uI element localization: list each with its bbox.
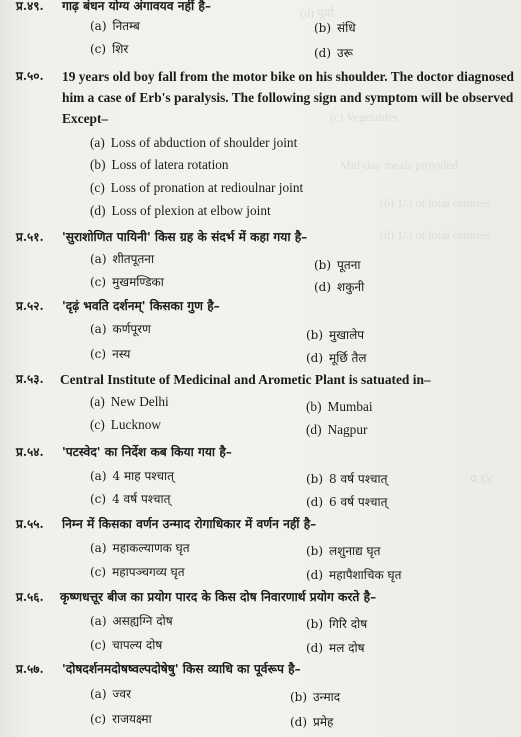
question-number: प्र.४९. bbox=[16, 0, 44, 13]
question-number: प्र.५७. bbox=[16, 662, 44, 676]
bleed-through-text: प्र.६४ bbox=[470, 472, 493, 486]
option-a: (a) Loss of abduction of shoulder joint bbox=[90, 135, 298, 150]
bleed-through-text: (c) Vegetables bbox=[330, 110, 399, 124]
option-c: (c) मुखमण्डिका bbox=[90, 275, 164, 289]
option-a: (a) महाकल्याणक घृत bbox=[90, 541, 190, 555]
option-a: (a) ज्वर bbox=[90, 687, 131, 701]
option-c: (c) Loss of pronation at redioulnar joint bbox=[90, 180, 304, 195]
option-c: (c) शिर bbox=[90, 42, 129, 56]
option-d: (d) शकुनी bbox=[314, 280, 365, 294]
question-number: प्र.५०. bbox=[16, 69, 44, 83]
option-b: (b) उन्माद bbox=[290, 690, 341, 704]
option-c: (c) Lucknow bbox=[90, 417, 161, 432]
question-number: प्र.५२. bbox=[16, 299, 44, 313]
option-b: (b) Mumbai bbox=[306, 399, 373, 414]
option-a: (a) असह्यग्नि दोष bbox=[90, 614, 173, 628]
question-text: 'सुराशोणित पायिनी' किस ग्रह के संदर्भ में कहा गया है– bbox=[62, 230, 308, 244]
question-text: 'पटस्वेद' का निर्देश कब किया गया है– bbox=[62, 445, 232, 459]
question-text: कृष्णधत्तूर बीज का प्रयोग पारद के किस दोष निवारणार्थ प्रयोग करते है– bbox=[60, 590, 377, 604]
option-b: (b) Loss of latera rotation bbox=[90, 157, 229, 172]
option-d: (d) उरू bbox=[314, 46, 353, 60]
option-b: (b) गिरि दोष bbox=[306, 617, 368, 631]
option-b: (b) पूतना bbox=[314, 258, 361, 272]
option-a: (a) New Delhi bbox=[90, 394, 169, 409]
option-d: (d) प्रमेह bbox=[290, 715, 334, 729]
question-text: 'दोषदर्शनमदोषष्वल्पदोषेषु' किस व्याधि का पूर्वरूप है– bbox=[62, 662, 301, 676]
bleed-through-text: (d) 1/3 of total calories bbox=[380, 228, 490, 242]
question-number: प्र.५५. bbox=[16, 517, 44, 531]
option-d: (d) मल दोष bbox=[306, 641, 365, 655]
question-text: 19 years old boy fall from the motor bike on his shoulder. The doctor diagnosed him a case of Erb's paralysis. The following sign and symptom will be observed Except– bbox=[62, 69, 514, 126]
option-d: (d) मूर्छि तैल bbox=[306, 351, 367, 365]
bleed-through-text: (d) पूर्वा bbox=[300, 6, 334, 20]
option-b: (b) मुखालेप bbox=[306, 328, 365, 342]
option-c: (c) राजयक्ष्मा bbox=[90, 712, 152, 726]
bleed-through-text: Mid-day meals provided bbox=[340, 158, 458, 172]
option-d: (d) महापैशाचिक घृत bbox=[306, 568, 402, 582]
option-b: (b) लशुनाद्य घृत bbox=[306, 544, 381, 558]
bleed-through-text: (b) 1/3 of total calories bbox=[380, 196, 490, 210]
option-a: (a) नितम्ब bbox=[90, 19, 140, 33]
question-text: निम्न में किसका वर्णन उन्माद रोगाधिकार में वर्णन नहीं है– bbox=[62, 517, 317, 531]
option-a: (a) शीतपूतना bbox=[90, 252, 155, 266]
question-text: 'दृढ़ं भवति दर्शनम्' किसका गुण है– bbox=[62, 299, 220, 313]
option-b: (b) संधि bbox=[314, 21, 356, 35]
option-c: (c) चापल्य दोष bbox=[90, 638, 163, 652]
question-number: प्र.५६. bbox=[16, 590, 44, 604]
option-c: (c) महापञ्चगव्य घृत bbox=[90, 565, 185, 579]
option-c: (c) 4 वर्ष पश्चात् bbox=[90, 492, 171, 506]
option-d: (d) Loss of plexion at elbow joint bbox=[90, 203, 271, 218]
option-a: (a) 4 माह पश्चात् bbox=[90, 469, 174, 483]
question-number: प्र.५४. bbox=[16, 445, 44, 459]
question-text: गाढ़ बंधन योग्य अंगावयव नहीं है– bbox=[62, 0, 211, 13]
option-b: (b) 8 वर्ष पश्चात् bbox=[306, 472, 388, 486]
option-d: (d) 6 वर्ष पश्चात् bbox=[306, 495, 388, 509]
question-text: Central Institute of Medicinal and Arometic Plant is satuated in– bbox=[60, 372, 431, 387]
option-a: (a) कर्णपूरण bbox=[90, 322, 151, 336]
option-d: (d) Nagpur bbox=[306, 422, 368, 437]
question-number: प्र.५३. bbox=[16, 372, 44, 386]
option-c: (c) नस्य bbox=[90, 347, 131, 361]
question-number: प्र.५१. bbox=[16, 230, 44, 244]
